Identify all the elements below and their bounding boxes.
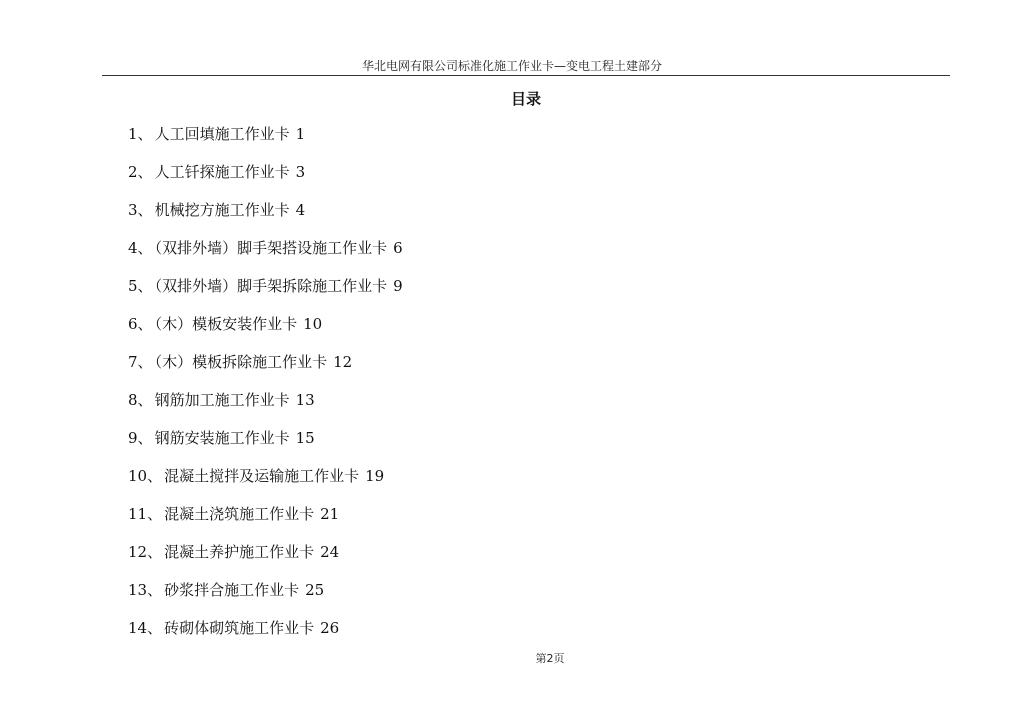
toc-item-number: 11 [128,505,148,523]
toc-item [128,388,403,426]
toc-list [128,122,403,654]
toc-item-title: 混凝土养护施工作业卡 [164,543,315,561]
toc-item [128,616,403,654]
toc-item [128,502,403,540]
toc-item-page: 10 [303,315,323,333]
toc-item-separator: 、 [137,391,153,409]
toc-item-page: 3 [295,163,306,181]
toc-item-title: 混凝土浇筑施工作业卡 [164,505,315,523]
toc-item-title: 混凝土搅拌及运输施工作业卡 [164,467,360,485]
toc-item-number: 3 [128,201,138,219]
toc-item-page: 4 [295,201,306,219]
toc-item-number: 9 [128,429,138,447]
toc-item-title: （双排外墙）脚手架搭设施工作业卡 [154,239,388,257]
toc-item-title: 人工钎探施工作业卡 [154,163,290,181]
toc-item-number: 2 [128,163,138,181]
toc-item-title: （木）模板安装作业卡 [154,315,298,333]
toc-item-number: 5 [128,277,138,295]
toc-item-separator: 、 [137,239,153,257]
toc-item-page: 24 [320,543,340,561]
toc-item-number: 13 [128,581,148,599]
toc-item-separator: 、 [147,467,163,485]
toc-item-page: 13 [295,391,315,409]
toc-item-title: 钢筋加工施工作业卡 [154,391,290,409]
toc-item-page: 1 [295,125,306,143]
toc-item-page: 6 [393,239,403,257]
toc-item-page: 15 [295,429,315,447]
toc-item-title: 砖砌体砌筑施工作业卡 [164,619,315,637]
toc-item-page: 19 [365,467,385,485]
toc-item-page: 26 [320,619,340,637]
toc-item-separator: 、 [137,125,153,143]
toc-item-page: 21 [320,505,340,523]
toc-item-title: 人工回填施工作业卡 [154,125,290,143]
toc-item [128,540,403,578]
toc-item-title: 砂浆拌合施工作业卡 [164,581,300,599]
toc-item-number: 14 [128,619,148,637]
header-divider [102,75,950,76]
toc-item-number: 12 [128,543,148,561]
toc-item-separator: 、 [137,315,153,333]
toc-item-title: （木）模板拆除施工作业卡 [154,353,328,371]
toc-item [128,426,403,464]
toc-item-title: 钢筋安装施工作业卡 [154,429,290,447]
toc-item [128,464,403,502]
toc-item [128,198,403,236]
toc-item [128,274,403,312]
toc-item [128,122,403,160]
toc-item-number: 8 [128,391,138,409]
toc-item-separator: 、 [147,505,163,523]
toc-item-separator: 、 [137,277,153,295]
running-header: 华北电网有限公司标准化施工作业卡—变电工程土建部分 [361,59,662,73]
toc-item-title: （双排外墙）脚手架拆除施工作业卡 [154,277,388,295]
toc-item-page: 9 [393,277,403,295]
toc-item [128,578,403,616]
page-number-footer: 第2页 [535,652,565,665]
toc-item [128,236,403,274]
toc-item-number: 1 [128,125,138,143]
toc-item-separator: 、 [147,543,163,561]
toc-item-separator: 、 [137,353,153,371]
toc-item-page: 25 [305,581,325,599]
toc-item-separator: 、 [137,163,153,181]
toc-title: 目录 [510,90,541,108]
toc-item-separator: 、 [147,581,163,599]
toc-item [128,160,403,198]
toc-item-separator: 、 [137,429,153,447]
toc-item-page: 12 [333,353,353,371]
toc-item-separator: 、 [137,201,153,219]
toc-item-separator: 、 [147,619,163,637]
toc-item-title: 机械挖方施工作业卡 [154,201,290,219]
toc-item-number: 4 [128,239,138,257]
toc-item-number: 6 [128,315,138,333]
toc-item [128,350,403,388]
toc-item [128,312,403,350]
toc-item-number: 10 [128,467,148,485]
toc-item-number: 7 [128,353,138,371]
